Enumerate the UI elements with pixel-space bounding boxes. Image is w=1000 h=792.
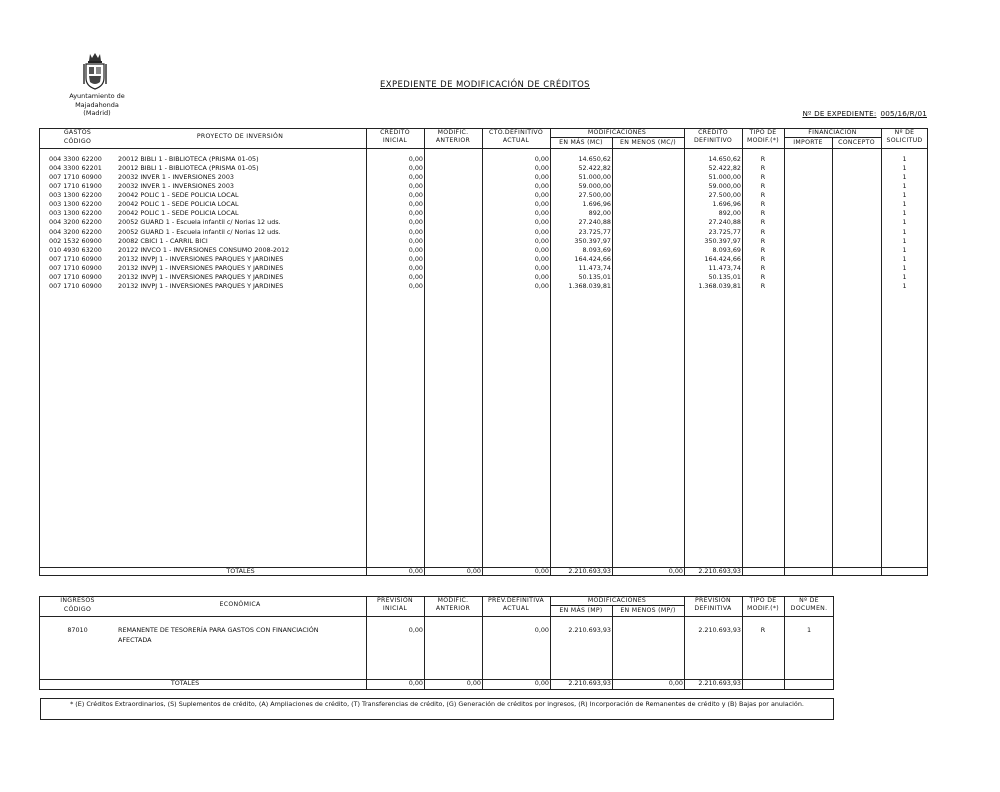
cell-mas: 164.424,66 xyxy=(574,254,611,263)
cell-codigo: 002 1532 60900 xyxy=(49,236,102,245)
cell-definitivo: 27.500,00 xyxy=(708,191,741,200)
expediente-value: 005/16/R/01 xyxy=(880,109,927,118)
header-proyecto: PROYECTO DE INVERSIÓN xyxy=(196,133,284,140)
cell-definitivo: 8.093,69 xyxy=(712,245,741,254)
cell-proyecto: 20012 BIBLI 1 - BIBLIOTECA (PRISMA 01-05) xyxy=(118,164,259,173)
cell-inicial: 0,00 xyxy=(408,263,423,272)
cell-solicitud: 1 xyxy=(902,281,907,290)
header-codigo: CÓDIGO xyxy=(63,606,92,613)
cell-proyecto: 20132 INVPJ 1 - INVERSIONES PARQUES Y JARDINES xyxy=(118,263,284,272)
header-credito-inicial xyxy=(366,129,424,145)
cell-inicial: 0,00 xyxy=(408,182,423,191)
cell-solicitud: 1 xyxy=(902,155,907,163)
expediente-label: Nº DE EXPEDIENTE: xyxy=(802,109,877,118)
header-modific-anterior xyxy=(424,597,482,613)
header-line: INICIAL xyxy=(382,605,408,612)
header-line: Nº DE xyxy=(799,597,819,604)
cell-tipo: R xyxy=(760,218,766,227)
cell-solicitud: 1 xyxy=(902,236,907,245)
ingresos-totals-label: TOTALES xyxy=(170,679,200,687)
cell-codigo: 003 1300 62200 xyxy=(49,209,102,218)
cell-actual: 0,00 xyxy=(534,218,549,227)
ingresos-economica-line2: AFECTADA xyxy=(118,636,152,644)
header-n-documento xyxy=(784,597,834,613)
cell-proyecto: 20032 INVER 1 - INVERSIONES 2003 xyxy=(118,182,234,191)
cell-solicitud: 1 xyxy=(902,191,907,200)
cell-tipo: R xyxy=(760,200,766,209)
header-prevision-definitiva xyxy=(684,597,742,613)
cell-definitivo: 14.650,62 xyxy=(708,155,741,163)
header-modificaciones: MODIFICACIONES xyxy=(587,129,647,136)
cell-tipo: R xyxy=(760,263,766,272)
cell-solicitud: 1 xyxy=(902,200,907,209)
cell-proyecto: 20052 GUARD 1 - Escuela infantil c/ Norias 12 uds. xyxy=(118,227,281,236)
cell-proyecto: 20012 BIBLI 1 - BIBLIOTECA (PRISMA 01-05) xyxy=(118,155,259,163)
cell-codigo: 007 1710 60900 xyxy=(49,272,102,281)
cell-actual: 0,00 xyxy=(534,254,549,263)
expediente-number xyxy=(798,109,927,118)
org-line: Majadahonda xyxy=(75,100,119,109)
ingresos-total-inicial: 0,00 xyxy=(408,679,423,687)
cell-definitivo: 892,00 xyxy=(718,209,741,218)
header-line: PREV.DEFINITIVA xyxy=(487,597,545,604)
cell-mas: 23.725,77 xyxy=(578,227,611,236)
cell-definitivo: 51.000,00 xyxy=(708,173,741,182)
gastos-total-inicial: 0,00 xyxy=(408,567,423,575)
cell-tipo: R xyxy=(760,191,766,200)
header-en-mas: EN MÁS (MP) xyxy=(559,607,603,614)
footnote: * (E) Créditos Extraordinarios, (S) Suplementos de crédito, (A) Ampliaciones de crédito, (T) Transferencias de crédito, (G) Generación de créditos por ingresos, (R) Incorporación de Remanentes de crédito y (B) Bajas por anulación. xyxy=(40,698,834,720)
cell-actual: 0,00 xyxy=(534,236,549,245)
header-line: PREVISIÓN xyxy=(695,597,731,604)
cell-tipo: R xyxy=(760,209,766,218)
ingresos-definitiva: 2.210.693,93 xyxy=(698,626,741,634)
cell-proyecto: 20122 INVCO 1 - INVERSIONES CONSUMO 2008-2012 xyxy=(118,245,290,254)
cell-tipo: R xyxy=(760,254,766,263)
cell-proyecto: 20042 POLIC 1 - SEDE POLICIA LOCAL xyxy=(118,209,239,218)
ingresos-tipo: R xyxy=(760,626,766,634)
cell-proyecto: 20042 POLIC 1 - SEDE POLICIA LOCAL xyxy=(118,191,239,200)
cell-mas: 350.397,97 xyxy=(574,236,611,245)
header-credito-definitivo xyxy=(684,129,742,145)
header-line: TIPO DE xyxy=(749,129,777,136)
cell-tipo: R xyxy=(760,281,766,290)
gastos-totals-label: TOTALES xyxy=(226,567,255,575)
ingresos-economica-line1: REMANENTE DE TESORERÍA PARA GASTOS CON FINANCIACIÓN xyxy=(118,626,319,634)
cell-actual: 0,00 xyxy=(534,281,549,290)
ingresos-actual: 0,00 xyxy=(534,626,549,634)
cell-definitivo: 27.240,88 xyxy=(708,218,741,227)
header-line: CRÉDITO xyxy=(698,129,728,136)
ingresos-mas: 2.210.693,93 xyxy=(568,626,611,634)
cell-solicitud: 1 xyxy=(902,173,907,182)
cell-inicial: 0,00 xyxy=(408,164,423,173)
cell-codigo: 003 1300 62200 xyxy=(49,200,102,209)
cell-mas: 51.000,00 xyxy=(578,173,611,182)
ingresos-inicial: 0,00 xyxy=(408,626,423,634)
cell-solicitud: 1 xyxy=(902,272,907,281)
cell-proyecto: 20132 INVPJ 1 - INVERSIONES PARQUES Y JARDINES xyxy=(118,254,284,263)
organization-name xyxy=(58,92,136,118)
cell-tipo: R xyxy=(760,245,766,254)
header-line: INICIAL xyxy=(382,137,408,144)
cell-tipo: R xyxy=(760,272,766,281)
header-ingresos: INGRESOS xyxy=(60,597,95,604)
cell-mas: 59.000,00 xyxy=(578,182,611,191)
cell-actual: 0,00 xyxy=(534,245,549,254)
header-line: SOLICITUD xyxy=(886,137,923,144)
gastos-total-definitivo: 2.210.693,93 xyxy=(698,567,741,575)
header-financiacion: FINANCIACIÓN xyxy=(808,129,857,136)
header-n-solicitud xyxy=(881,129,928,145)
header-en-mas: EN MÁS (MC) xyxy=(559,139,603,146)
cell-codigo: 007 1710 60900 xyxy=(49,281,102,290)
cell-codigo: 007 1710 60900 xyxy=(49,263,102,272)
cell-actual: 0,00 xyxy=(534,272,549,281)
header-tipo-modif xyxy=(742,129,784,145)
header-modific-anterior xyxy=(424,129,482,145)
cell-mas: 27.240,88 xyxy=(578,218,611,227)
header-line: CRÉDITO xyxy=(380,129,410,136)
header-line: MODIFIC. xyxy=(437,129,469,136)
cell-inicial: 0,00 xyxy=(408,218,423,227)
cell-codigo: 007 1710 60900 xyxy=(49,173,102,182)
header-modificaciones: MODIFICACIONES xyxy=(587,597,647,604)
cell-proyecto: 20082 CBICI 1 - CARRIL BICI xyxy=(118,236,208,245)
cell-actual: 0,00 xyxy=(534,164,549,173)
cell-solicitud: 1 xyxy=(902,164,907,173)
cell-proyecto: 20042 POLIC 1 - SEDE POLICIA LOCAL xyxy=(118,200,239,209)
cell-mas: 8.093,69 xyxy=(582,245,611,254)
cell-inicial: 0,00 xyxy=(408,155,423,163)
cell-tipo: R xyxy=(760,236,766,245)
cell-tipo: R xyxy=(760,164,766,173)
cell-definitivo: 50.135,01 xyxy=(708,272,741,281)
cell-solicitud: 1 xyxy=(902,245,907,254)
cell-definitivo: 350.397,97 xyxy=(704,236,741,245)
ingresos-total-menos: 0,00 xyxy=(668,679,683,687)
header-prev-definitiva xyxy=(482,597,550,613)
cell-actual: 0,00 xyxy=(534,191,549,200)
header-en-menos: EN MENOS (MC/) xyxy=(620,139,676,146)
header-tipo-modif xyxy=(742,597,784,613)
header-cto-definitivo xyxy=(482,129,550,145)
cell-definitivo: 59.000,00 xyxy=(708,182,741,191)
municipal-coat-of-arms-icon xyxy=(82,52,108,90)
cell-inicial: 0,00 xyxy=(408,254,423,263)
header-concepto: CONCEPTO xyxy=(838,139,875,146)
cell-codigo: 010 4930 63200 xyxy=(49,245,102,254)
header-line: ACTUAL xyxy=(502,137,530,144)
header-line: DEFINITIVO xyxy=(693,137,733,144)
cell-codigo: 007 1710 61900 xyxy=(49,182,102,191)
header-line: Nº DE xyxy=(894,129,915,136)
cell-inicial: 0,00 xyxy=(408,281,423,290)
cell-inicial: 0,00 xyxy=(408,200,423,209)
cell-mas: 1.368.039,81 xyxy=(568,281,611,290)
header-codigo: CÓDIGO xyxy=(63,138,92,145)
cell-inicial: 0,00 xyxy=(408,272,423,281)
cell-actual: 0,00 xyxy=(534,209,549,218)
cell-tipo: R xyxy=(760,182,766,191)
cell-tipo: R xyxy=(760,227,766,236)
cell-proyecto: 20032 INVER 1 - INVERSIONES 2003 xyxy=(118,173,234,182)
header-line: CTO.DEFINITIVO xyxy=(489,129,543,136)
cell-actual: 0,00 xyxy=(534,155,549,163)
ingresos-total-definitiva: 2.210.693,93 xyxy=(698,679,741,687)
cell-mas: 27.500,00 xyxy=(578,191,611,200)
header-line: MODIFIC. xyxy=(437,597,469,604)
document-title: EXPEDIENTE DE MODIFICACIÓN DE CRÉDITOS xyxy=(380,80,590,90)
cell-definitivo: 164.424,66 xyxy=(704,254,741,263)
header-line: DEFINITIVA xyxy=(694,605,732,612)
cell-actual: 0,00 xyxy=(534,227,549,236)
cell-definitivo: 23.725,77 xyxy=(708,227,741,236)
cell-inicial: 0,00 xyxy=(408,209,423,218)
cell-solicitud: 1 xyxy=(902,254,907,263)
cell-inicial: 0,00 xyxy=(408,173,423,182)
header-line: ANTERIOR xyxy=(435,137,471,144)
cell-inicial: 0,00 xyxy=(408,245,423,254)
cell-solicitud: 1 xyxy=(902,263,907,272)
header-line: PREVISIÓN xyxy=(377,597,413,604)
cell-definitivo: 1.696,96 xyxy=(712,200,741,209)
header-prevision-inicial xyxy=(366,597,424,613)
header-line: ANTERIOR xyxy=(435,605,471,612)
gastos-total-mas: 2.210.693,93 xyxy=(568,567,611,575)
cell-actual: 0,00 xyxy=(534,182,549,191)
header-line: TIPO DE xyxy=(749,597,777,604)
header-line: MODIF.(*) xyxy=(747,605,779,612)
cell-definitivo: 11.473,74 xyxy=(708,263,741,272)
cell-codigo: 004 3200 62200 xyxy=(49,218,102,227)
gastos-total-actual: 0,00 xyxy=(534,567,549,575)
cell-actual: 0,00 xyxy=(534,200,549,209)
cell-tipo: R xyxy=(760,155,766,163)
cell-mas: 892,00 xyxy=(588,209,611,218)
cell-actual: 0,00 xyxy=(534,263,549,272)
cell-definitivo: 52.422,82 xyxy=(708,164,741,173)
header-line: MODIF.(*) xyxy=(747,137,779,144)
org-line: Ayuntamiento de xyxy=(69,92,125,100)
header-en-menos: EN MENOS (MP/) xyxy=(620,607,676,614)
cell-codigo: 004 3300 62201 xyxy=(49,164,102,173)
ingresos-total-mas: 2.210.693,93 xyxy=(568,679,611,687)
ingresos-total-anterior: 0,00 xyxy=(466,679,481,687)
cell-solicitud: 1 xyxy=(902,227,907,236)
header-importe: IMPORTE xyxy=(793,139,823,146)
cell-codigo: 007 1710 60900 xyxy=(49,254,102,263)
org-line: (Madrid) xyxy=(83,109,111,117)
cell-mas: 52.422,82 xyxy=(578,164,611,173)
cell-actual: 0,00 xyxy=(534,173,549,182)
cell-proyecto: 20132 INVPJ 1 - INVERSIONES PARQUES Y JARDINES xyxy=(118,272,284,281)
cell-codigo: 004 3300 62200 xyxy=(49,155,102,163)
cell-solicitud: 1 xyxy=(902,218,907,227)
ingresos-codigo: 87010 xyxy=(67,626,88,634)
cell-tipo: R xyxy=(760,173,766,182)
cell-solicitud: 1 xyxy=(902,209,907,218)
cell-proyecto: 20052 GUARD 1 - Escuela infantil c/ Norias 12 uds. xyxy=(118,218,281,227)
header-line: DOCUMEN. xyxy=(790,605,828,612)
cell-mas: 1.696,96 xyxy=(582,200,611,209)
header-economica: ECONÓMICA xyxy=(219,601,261,608)
ingresos-documento: 1 xyxy=(806,626,812,634)
header-gastos: GASTOS xyxy=(63,129,92,136)
ingresos-total-actual: 0,00 xyxy=(534,679,549,687)
gastos-total-menos: 0,00 xyxy=(668,567,683,575)
gastos-total-anterior: 0,00 xyxy=(466,567,481,575)
cell-inicial: 0,00 xyxy=(408,227,423,236)
cell-mas: 14.650,62 xyxy=(578,155,611,163)
header-line: ACTUAL xyxy=(502,605,530,612)
cell-mas: 50.135,01 xyxy=(578,272,611,281)
cell-proyecto: 20132 INVPJ 1 - INVERSIONES PARQUES Y JARDINES xyxy=(118,281,284,290)
cell-mas: 11.473,74 xyxy=(578,263,611,272)
cell-definitivo: 1.368.039,81 xyxy=(698,281,741,290)
cell-inicial: 0,00 xyxy=(408,191,423,200)
cell-solicitud: 1 xyxy=(902,182,907,191)
cell-codigo: 003 1300 62200 xyxy=(49,191,102,200)
cell-codigo: 004 3200 62200 xyxy=(49,227,102,236)
cell-inicial: 0,00 xyxy=(408,236,423,245)
